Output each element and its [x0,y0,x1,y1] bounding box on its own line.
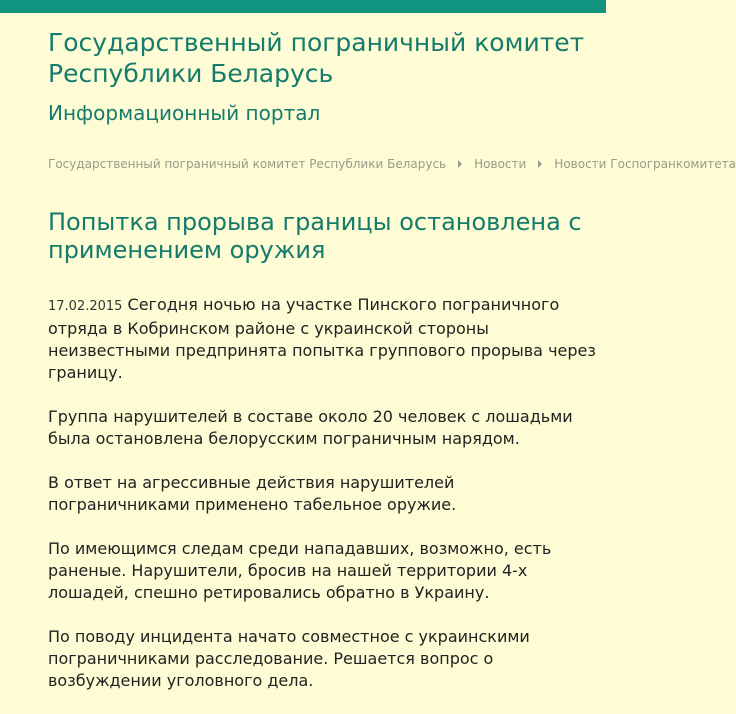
article-paragraph: По имеющимся следам среди нападавших, возможно, есть раненые. Нарушители, бросив на нашей территории 4-х лошадей, спешно ретировались обратно в Украину. [48,539,552,602]
chevron-right-icon [538,160,542,168]
breadcrumb-link-news[interactable]: Новости [474,157,527,171]
article-body [48,294,596,714]
breadcrumb-link-committee-news[interactable]: Новости Госпогранкомитета [554,157,736,171]
site-subtitle: Информационный портал [48,101,321,125]
article-paragraph: Группа нарушителей в составе около 20 человек с лошадьми была остановлена белорусским пограничным нарядом. [48,407,573,448]
article-title: Попытка прорыва границы остановлена с применением оружия [48,208,582,264]
article-lead-paragraph [48,294,596,384]
chevron-right-icon [458,160,462,168]
breadcrumb [48,154,736,174]
article-lead-text: Сегодня ночью на участке Пинского пограничного отряда в Кобринском районе с украинской стороны неизвестными предпринята попытка группового прорыва через границу. [48,295,596,382]
article-paragraph: По поводу инцидента начато совместное с украинскими пограничниками расследование. Решается вопрос о возбуждении уголовного дела. [48,627,530,690]
article-paragraph: В ответ на агрессивные действия нарушителей пограничниками применено табельное оружие. [48,473,457,514]
article-date: 17.02.2015 [48,299,123,314]
breadcrumb-link-home[interactable]: Государственный пограничный комитет Республики Беларусь [48,157,447,171]
top-bar [0,0,606,13]
site-title[interactable]: Государственный пограничный комитет Республики Беларусь [48,28,585,88]
